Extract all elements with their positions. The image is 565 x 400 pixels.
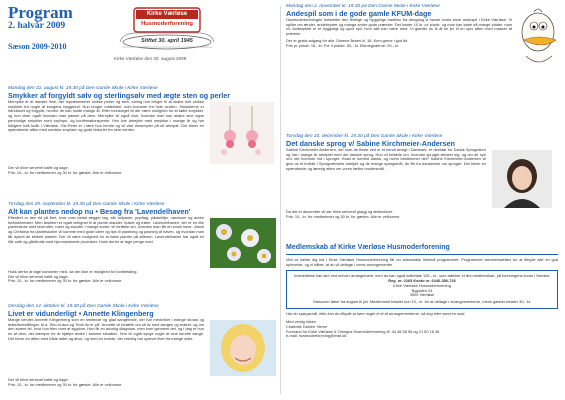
event-price: Der vil blive serveret kaffe og kage. Pris: 10,- kr. for medlemmer og 30 kr. for gæster. Alle er velkomne.	[8, 165, 123, 175]
event-body: Sabine Kirchmeier-Andersen, der som de fleste ved er et kendt ansigt i Danmark, er direktør for Dansk Sprognævn og har i mange år arbejdet med det danske sprog. Hun vil fortælle om, hvordan sproget ændrer sig, og om de nye ord, der kommer ind i sproget. Hvad er korrekt dansk, og hvem bestemmer det? Sabine Kirchmeier-Andersen vil give os et indblik i Sprognævnets arbejde og de mange spørgsmål, de får fra danskerne om sproget. Det bliver en spændende og lærerig aften om vores fælles modersmål.	[286, 147, 486, 171]
event-title: Smykker af forgyldt sølv og sterlingsølv med ægte sten og perler	[8, 91, 231, 100]
program-heading	[8, 4, 73, 51]
membership-signer: Charlotte Dahlerr Herne	[286, 324, 328, 330]
event-title: Alt kan plantes nedop nu • Besøg fra 'Lavendelhaven'	[8, 207, 191, 216]
program-subtitle: 2. halvår 2009	[8, 21, 66, 31]
left-column	[8, 4, 276, 396]
event-body: Efteråret er den tid på året, hvor man bedst lægger løg, sår tulipaner, prydløg, påskeliljer, narcisser og andre forårsblomster. Men årstiden er også velegnet til at plante stauder, buske og træer. Lavendelhaven, der er en lille planteskole med lavendler, roser og stauder i mange sorter, vil fortælle om, hvordan man får en smuk have. Jakob og Christina fra planteskolen vil komme med gode ideer og tips til plantning og pasning af haven, og hvordan man får dyrket de bedste planter. Der vil være mulighed for at købe planter på aftenen. Lavendelhaven har også en lille café og gårdbutik med hjemmelavede produkter. Husk derfor at tage penge med.	[8, 215, 204, 244]
membership-box	[286, 270, 558, 308]
event-title: Det danske sprog v/ Sabine Kirchmeier-Andersen	[286, 139, 455, 148]
event-bingo	[286, 4, 512, 48]
event-body: Mange kender Annette Klingenberg som en smilende og glad sangerinde, der har medvirket i mange shows og teaterforestillinger, bl.a. Shu-bi-dua og 'Smil du er på'. Annette vil fortælle om sit liv med sangen og teatret, og om den svære tid, hvor hun blev ramt af sygdom. Hun fik en alvorlig diagnose, men kom igennem det, og i dag er hun en af dem, der kæmper for at hjælpe andre i samme situation. Hun vil også synge nogle af sine kendte sange. Det bliver en aften med både latter og alvor, og med en kvinde, der virkelig har oplevet livet fra mange sider.	[8, 317, 204, 341]
membership-email[interactable]: e-mail: husmoderforening@mail.dk	[286, 333, 347, 339]
membership-account: Reg. nr. 2265 Konto nr. 6446-380-726	[388, 278, 456, 284]
membership-greeting: Med venlig hilsen	[286, 319, 317, 325]
program-season: Sæson 2009-2010	[8, 42, 67, 51]
program-title: Program	[8, 4, 73, 22]
event-plants	[8, 202, 276, 284]
event-language	[286, 134, 558, 219]
membership-section	[286, 244, 558, 339]
membership-title: Medlemskab af Kirke Værløse Husmoderforening	[286, 244, 450, 251]
logo-line2: Husmoderforening	[141, 21, 193, 27]
column-divider	[280, 6, 281, 394]
membership-signer-title: Formand for Kirke Værløse & Omegns Husmoderforening tlf. 44 48 56 56 og 21 60 18 36	[286, 328, 440, 334]
jewelry-photo	[210, 102, 274, 164]
right-column	[286, 4, 558, 396]
logo-caption: Kirke Værløse den 20. august 2009	[114, 56, 187, 61]
event-body: Husmoderforeningen fortsætter den festlige og hyggelige tradition fra dengang vi havde vores store andespil i Kirke Værløse. Vi spiller om ænder, andebryster og mange andre gode præmier. Det koster 10 kr. pr. plade, og man kan købe så mange plader, man vil. Andespillet er et hyggeligt og sjovt spil, hvor alle kan være med. Vi glæder os til at se jer til en sjov aften med masser af præmier.	[286, 17, 512, 37]
membership-street: Bygaden 24	[411, 287, 433, 293]
membership-org: Kirke Værløse Husmoderforening	[393, 282, 451, 288]
flowers-photo	[210, 218, 276, 268]
event-price: Da det er december vil der blive serveret gløgg og æbleskiver. Pris: 10,- kr. for medlemmer og 30 kr. for gæster. Alle er velkomne.	[286, 209, 401, 219]
membership-city: 3500 Værløse	[409, 292, 435, 298]
membership-intro: Ved at melde dig ind i Kirke Værløse Husmoderforening får du automatisk tilsendt programmet. Programmet sammensættes for at tilbyde alle en god oplevelse, og vi håber, at du vil deltage i vores arrangementer.	[286, 257, 558, 267]
event-price: Der vil blive serveret kaffe og kage. Pris: 10,- kr. for medlemmer og 30 kr. for gæster. Alle er velkomne.	[8, 377, 123, 387]
event-annette	[8, 304, 276, 387]
portrait-photo	[210, 320, 276, 376]
event-meta: Mandag den 31. august kl. 19.30 på Den Gamle Skole i Kirke Værløse	[8, 86, 158, 91]
membership-closing: Har du spørgsmål, eller kan du tilbyde at køre nogle til et af arrangementerne, så ring eller send en mail.	[286, 310, 466, 316]
event-meta: Mandag den 2. november kl. 19.30 på Den Gamle Skole i Kirke Værløse	[286, 4, 440, 9]
membership-box-line1: Indmeldelse kan ske ved enhver arrangement, men du kan også indbetale 125,- kr., som dækker et års medlemskab, på foreningens konto i Nordea:	[294, 273, 550, 279]
event-jewelry	[8, 86, 276, 175]
event-title: Livet er vidunderligt • Annette Klingenberg	[8, 309, 154, 318]
event-meta: Onsdag den 14. oktober kl. 19.30 på Den Gamle Skole i Kirke Værløse	[8, 304, 159, 309]
membership-note: Sæsonen løber fra august til juli. Medlemmet betaler kun 10,- kr. for at deltage i arrangementerne, mens gæster betaler 30,- kr.	[313, 298, 531, 304]
event-price: Husk derfor at tage kontanter med, da der ikke er mulighed for kortbetaling. Der vil blive serveret kaffe og kage. Pris: 10,- kr. for medlemmer og 30 kr. for gæster. Alle er velkomne.	[8, 269, 138, 284]
event-meta: Tirsdag den 29. september kl. 19.30 på Den Gamle Skole i Kirke Værløse	[8, 202, 165, 207]
event-body: Mernyike er at danske lime, der repræsenterer unikke perler og sten, tuning hun bruger til at skabe helt unikke smykker fra nogle af kongens baggrund. Hun bruger materialer, som kommer fra hele verden. Smykkerne er håndlavet og forgyldt, hvorfor de kan holde mange år. Efter foredraget vil der være mulighed for at købe smykker, og hun viser også hvordan man passer på dem. Mernyike vil også vise, hvordan man kan skabe sine egne personlige smykker med bryllups- og konfirmationsperler. Hun har arbejdet med smykker i mange år og har tidligere haft butik i Værløse. Ole-Peter er i lære hos hende og vil vise eksempler på sit arbejde. Det bliver en spændende aften med smukke smykker og gode historier fra hele verden.	[8, 99, 204, 133]
event-price: Der er gratis adgang for alle. Dørene åbnes kl. 18. Kom gerne i god tid. Pris pr. plade: 15,- kr. For 4 plader: 50,- kr. Elsmegoderne: 20,- kr.	[286, 37, 409, 48]
event-meta: Torsdag den 10. december kl. 19.30 på Den Gamle Skole i Kirke Værløse	[286, 134, 443, 139]
event-title: Andespil som i de gode gamle KFUM-dage	[286, 9, 432, 18]
speaker-photo	[492, 150, 552, 208]
logo-stamp: Stiftet 30. april 1945	[141, 38, 193, 44]
duck-illustration	[512, 6, 558, 68]
membership-rule	[286, 254, 558, 255]
logo-line1: Kirke Værløse	[146, 11, 188, 17]
